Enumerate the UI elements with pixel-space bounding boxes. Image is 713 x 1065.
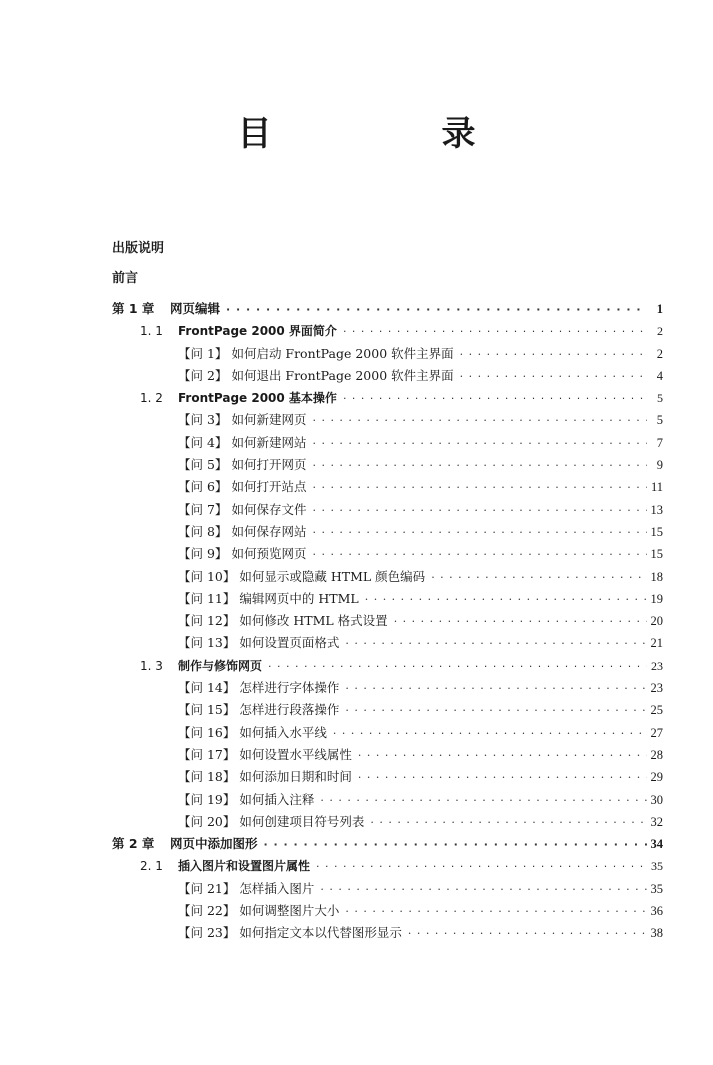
- toc-entry-title: 如何添加日期和时间: [239, 769, 352, 785]
- toc-entry-number: 【问 1】: [178, 345, 228, 361]
- toc-entry-number: 【问 21】: [178, 880, 236, 896]
- toc-entry-item[interactable]: [0, 343, 713, 365]
- toc-entry-item[interactable]: [0, 811, 713, 833]
- toc-entry-number: 【问 6】: [178, 479, 228, 495]
- toc-entry-number: 【问 18】: [178, 769, 236, 785]
- dot-leader: [226, 299, 647, 321]
- dot-leader: [408, 923, 647, 945]
- toc-entry-title: 编辑网页中的 HTML: [239, 590, 359, 606]
- toc-entry-number: 【问 13】: [178, 635, 236, 651]
- toc-entry-page-number: 11: [650, 480, 663, 495]
- toc-entry-title: 怎样插入图片: [239, 880, 315, 896]
- toc-entry-item[interactable]: [0, 722, 713, 744]
- toc-entry-item[interactable]: [0, 632, 713, 654]
- toc-entry-page-number: 29: [650, 770, 663, 785]
- toc-entry-page-number: 32: [650, 814, 663, 829]
- toc-entry-number: 【问 15】: [178, 702, 236, 718]
- toc-entry-page-number: 19: [650, 591, 663, 606]
- toc-entry-title: 如何打开网页: [231, 457, 307, 473]
- dot-leader: [316, 856, 647, 878]
- toc-entry-page-number: 21: [650, 636, 663, 651]
- dot-leader: [264, 834, 647, 856]
- toc-entry-page-number: 13: [650, 502, 663, 517]
- toc-entry-number: 【问 3】: [178, 412, 228, 428]
- toc-entry-item[interactable]: [0, 878, 713, 900]
- dot-leader: [312, 455, 647, 477]
- toc-entry-chapter[interactable]: [0, 833, 713, 855]
- toc-entry-section[interactable]: [0, 320, 713, 342]
- dot-leader: [460, 366, 647, 388]
- toc-entry-number: 【问 11】: [178, 590, 236, 606]
- toc-entry-number: 【问 8】: [178, 523, 228, 539]
- toc-entry-title: 如何退出 FrontPage 2000 软件主界面: [231, 367, 454, 383]
- toc-entry-page-number: 2: [656, 346, 663, 361]
- toc-entry-title: 如何新建网页: [231, 412, 307, 428]
- toc-entry-title: 如何调整图片大小: [239, 903, 340, 919]
- toc-entry-number: 【问 14】: [178, 680, 236, 696]
- toc-entry-item[interactable]: [0, 677, 713, 699]
- dot-leader: [312, 500, 646, 522]
- toc-entry-number: 【问 2】: [178, 367, 228, 383]
- dot-leader: [460, 344, 647, 366]
- toc-entry-item[interactable]: [0, 588, 713, 610]
- dot-leader: [343, 321, 647, 343]
- toc-entry-number: 【问 9】: [178, 546, 228, 562]
- toc-entry-title: 制作与修饰网页: [178, 658, 263, 673]
- toc-entry-page-number: 28: [650, 747, 663, 762]
- toc-entry-title: 如何保存文件: [231, 501, 307, 517]
- page-title: 目 录: [237, 114, 544, 154]
- toc-entry-item[interactable]: [0, 699, 713, 721]
- dot-leader: [358, 767, 647, 789]
- toc-entry-title: 网页编辑: [170, 301, 221, 316]
- toc-entry-page-number: 35: [651, 859, 663, 874]
- dot-leader: [431, 567, 646, 589]
- toc-entry-title: 插入图片和设置图片属性: [178, 859, 311, 874]
- toc-entry-item[interactable]: [0, 789, 713, 811]
- toc-entry-number: 【问 5】: [178, 457, 228, 473]
- dot-leader: [358, 745, 647, 767]
- toc-entry-title: 如何插入注释: [239, 791, 315, 807]
- toc-entry-page-number: 18: [650, 569, 663, 584]
- table-of-contents: [0, 298, 713, 945]
- toc-entry-page-number: 23: [651, 658, 663, 673]
- dot-leader: [343, 388, 647, 410]
- toc-entry-page-number: 34: [650, 837, 663, 852]
- toc-entry-number: 【问 22】: [178, 903, 236, 919]
- toc-entry-item[interactable]: [0, 499, 713, 521]
- toc-entry-page-number: 7: [656, 435, 663, 450]
- toc-entry-item[interactable]: [0, 610, 713, 632]
- toc-entry-page-number: 9: [656, 458, 663, 473]
- toc-entry-page-number: 1: [656, 302, 663, 316]
- toc-entry-page-number: 20: [650, 614, 663, 629]
- toc-entry-item[interactable]: [0, 922, 713, 944]
- toc-entry-section[interactable]: [0, 387, 713, 409]
- toc-entry-title: 如何设置页面格式: [239, 635, 340, 651]
- toc-entry-title: 如何保存网站: [231, 523, 307, 539]
- toc-entry-item[interactable]: [0, 454, 713, 476]
- toc-entry-title: 如何插入水平线: [239, 724, 327, 740]
- toc-entry-page-number: 23: [650, 681, 663, 696]
- toc-entry-number: 1. 2: [140, 391, 163, 406]
- toc-entry-number: 【问 12】: [178, 613, 236, 629]
- dot-leader: [370, 812, 646, 834]
- dot-leader: [345, 633, 646, 655]
- dot-leader: [312, 522, 646, 544]
- toc-entry-number: 【问 7】: [178, 501, 228, 517]
- dot-leader: [312, 410, 647, 432]
- toc-entry-number: 【问 4】: [178, 434, 228, 450]
- toc-entry-title: 如何预览网页: [231, 546, 307, 562]
- dot-leader: [345, 678, 646, 700]
- toc-entry-page-number: 5: [656, 413, 663, 428]
- toc-entry-item[interactable]: [0, 543, 713, 565]
- toc-entry-page-number: 5: [657, 391, 663, 406]
- toc-entry-title: 怎样进行段落操作: [239, 702, 340, 718]
- toc-entry-page-number: 27: [650, 725, 663, 740]
- dot-leader: [268, 656, 647, 678]
- toc-entry-title: FrontPage 2000 界面简介: [178, 324, 337, 339]
- toc-entry-section[interactable]: [0, 655, 713, 677]
- toc-entry-title: 网页中添加图形: [170, 836, 258, 852]
- toc-entry-item[interactable]: [0, 432, 713, 454]
- toc-entry-item[interactable]: [0, 521, 713, 543]
- toc-entry-page-number: 2: [657, 324, 663, 339]
- toc-entry-title: 如何新建网站: [231, 434, 307, 450]
- dot-leader: [333, 723, 647, 745]
- toc-entry-number: 【问 10】: [178, 568, 236, 584]
- toc-entry-preface[interactable]: 前言: [112, 271, 139, 286]
- toc-entry-title: FrontPage 2000 基本操作: [178, 391, 337, 406]
- toc-entry-number: 2. 1: [140, 859, 163, 874]
- dot-leader: [345, 700, 646, 722]
- toc-entry-page-number: 4: [656, 368, 663, 383]
- toc-entry-item[interactable]: [0, 476, 713, 498]
- toc-entry-item[interactable]: [0, 566, 713, 588]
- toc-entry-number: 【问 23】: [178, 925, 236, 941]
- toc-entry-number: 第 2 章: [112, 836, 155, 852]
- toc-entry-chapter[interactable]: [0, 298, 713, 320]
- toc-entry-number: 【问 19】: [178, 791, 236, 807]
- dot-leader: [312, 433, 647, 455]
- toc-entry-title: 如何创建项目符号列表: [239, 813, 365, 829]
- dot-leader: [320, 790, 646, 812]
- toc-entry-item[interactable]: [0, 744, 713, 766]
- toc-entry-item[interactable]: [0, 766, 713, 788]
- toc-entry-page-number: 30: [650, 792, 663, 807]
- dot-leader: [365, 589, 647, 611]
- toc-entry-title: 如何设置水平线属性: [239, 746, 352, 762]
- toc-entry-title: 如何打开站点: [231, 479, 307, 495]
- toc-entry-number: 【问 16】: [178, 724, 236, 740]
- dot-leader: [320, 879, 646, 901]
- toc-entry-publication-note[interactable]: 出版说明: [112, 241, 165, 256]
- toc-entry-title: 如何指定文本以代替图形显示: [239, 925, 402, 941]
- toc-entry-item[interactable]: [0, 365, 713, 387]
- toc-entry-number: 【问 17】: [178, 746, 236, 762]
- toc-entry-page-number: 35: [650, 881, 663, 896]
- dot-leader: [345, 901, 646, 923]
- toc-entry-title: 怎样进行字体操作: [239, 680, 340, 696]
- dot-leader: [312, 477, 647, 499]
- toc-entry-title: 如何修改 HTML 格式设置: [239, 613, 388, 629]
- toc-entry-title: 如何显示或隐藏 HTML 颜色编码: [239, 568, 426, 584]
- toc-entry-number: 1. 3: [140, 658, 163, 673]
- toc-entry-title: 如何启动 FrontPage 2000 软件主界面: [231, 345, 454, 361]
- toc-entry-number: 1. 1: [140, 324, 163, 339]
- toc-entry-number: 【问 20】: [178, 813, 236, 829]
- dot-leader: [394, 611, 647, 633]
- toc-entry-section[interactable]: [0, 855, 713, 877]
- toc-entry-page-number: 25: [650, 703, 663, 718]
- toc-entry-page-number: 38: [650, 926, 663, 941]
- toc-entry-item[interactable]: [0, 900, 713, 922]
- toc-entry-number: 第 1 章: [112, 301, 155, 316]
- toc-entry-page-number: 36: [650, 904, 663, 919]
- toc-entry-page-number: 15: [650, 547, 663, 562]
- dot-leader: [312, 544, 646, 566]
- toc-entry-page-number: 15: [650, 524, 663, 539]
- toc-entry-item[interactable]: [0, 409, 713, 431]
